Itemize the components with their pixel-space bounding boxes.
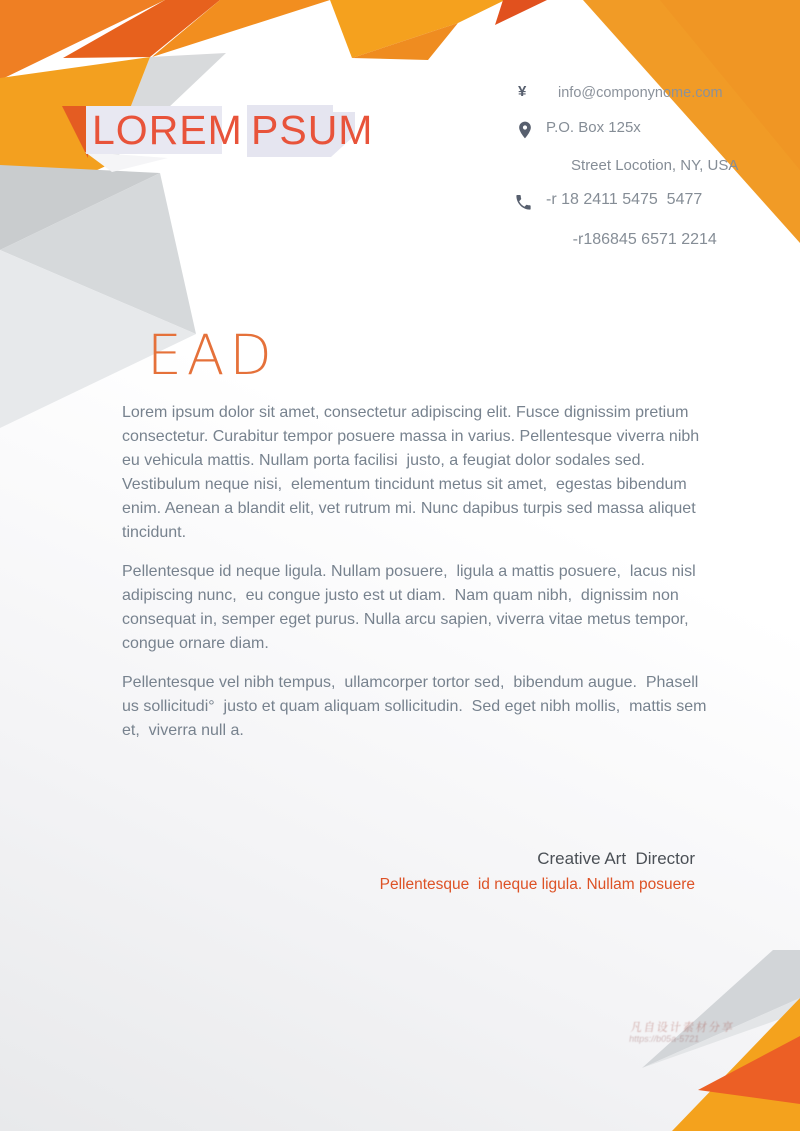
signature-block [380, 849, 695, 894]
address-text [538, 118, 738, 175]
address-line1: P.O. Box 125x [546, 119, 641, 136]
contact-address-row [512, 118, 772, 175]
logo-word-psum: PSUM [251, 107, 374, 153]
signature-tagline: Pellentesque id neque ligula. Nullam posuere [379, 876, 695, 893]
paragraph-3: Pellentesque vel nibh tempus, ullamcorper tortor sed, bibendum augue. Phasell us sollicitudi° justo et quam aliquam sollicitudin. Sed eget nibh mollis, mattis sem et, viverra null a. [122, 674, 711, 739]
watermark-line1: 凡自设计素材分享 [629, 1022, 736, 1034]
contact-email-row [512, 84, 772, 103]
email-text: info@componynome.com [558, 85, 723, 101]
phone-text [538, 190, 717, 250]
phone-icon [512, 190, 538, 212]
letter-body [122, 401, 712, 758]
address-line2: Street Locotion, NY, USA [571, 157, 739, 174]
paragraph-2: Pellentesque id neque ligula. Nullam posuere, ligula a mattis posuere, lacus nisl adipiscing nunc, eu congue justo est ut diam. Nam quam nibh, dignissim non consequat in, semper eget purus. Nulla arcu sapien, viverra vitae metus tempor, congue ornare diam. [122, 563, 701, 652]
mail-icon: ¥ [518, 83, 527, 100]
watermark-line2: https://b05a-5721 [628, 1034, 700, 1044]
letter-heading: EAD [147, 323, 277, 387]
paragraph-1: Lorem ipsum dolor sit amet, consectetur adipiscing elit. Fusce dignissim pretium consectetur. Curabitur tempor posuere massa in varius. Pellentesque viverra nibh eu vehicula mattis. Nullam porta facilisi justo, a feugiat dolor sodales sed. Vestibulum neque nisi, elementum tincidunt metus sit amet, egestas bibendum enim. Aenean a blandit elit, vet rutrum mi. Nunc dapibus turpis sed massa aliquet tincidunt. [122, 404, 704, 541]
company-logo [0, 104, 420, 164]
corner-art-bottom-right [642, 950, 800, 1131]
contact-block [512, 84, 772, 265]
location-pin-icon [512, 118, 538, 142]
phone-line2: -r186845 6571 2214 [572, 231, 717, 248]
signature-role: Creative Art Director [537, 849, 695, 868]
logo-word-lorem: LOREM [92, 107, 243, 153]
phone-line1: -r 18 2411 5475 5477 [546, 191, 703, 208]
contact-phone-row [512, 190, 772, 250]
